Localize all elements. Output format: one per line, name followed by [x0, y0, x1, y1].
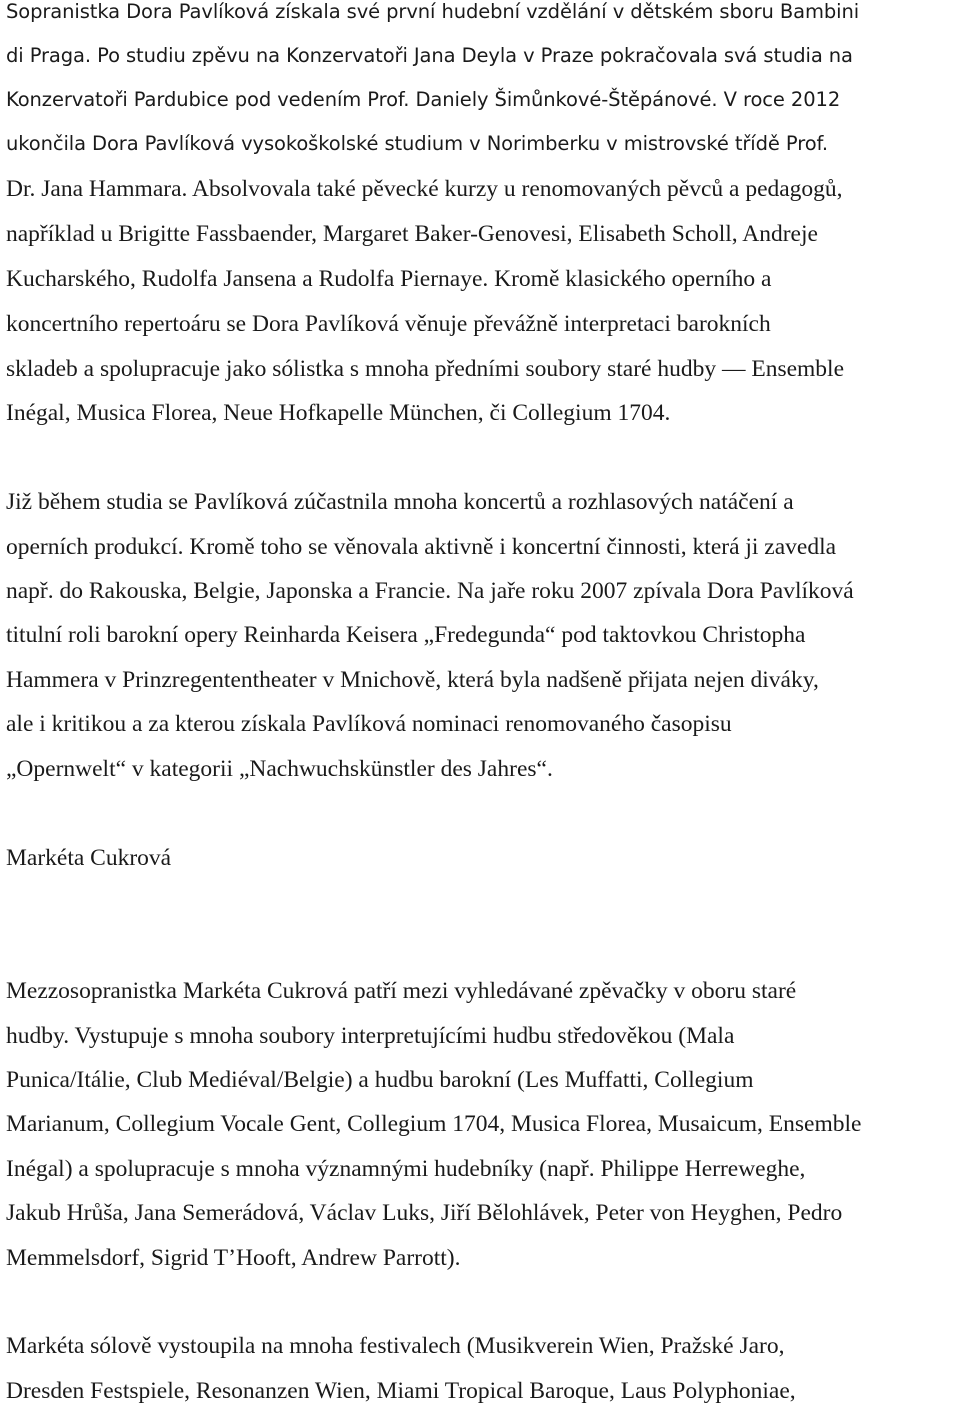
text-line: Memmelsdorf, Sigrid T’Hooft, Andrew Parrott). — [6, 1245, 461, 1271]
text-line: skladeb a spolupracuje jako sólistka s mnoha předními soubory staré hudby ― Ensemble — [6, 356, 845, 382]
text-line: Mezzosopranistka Markéta Cukrová patří mezi vyhledávané zpěvačky v oboru staré — [6, 978, 797, 1004]
text-line: Marianum, Collegium Vocale Gent, Collegium 1704, Musica Florea, Musaicum, Ensemble — [6, 1111, 862, 1137]
text-line: Punica/Itálie, Club Mediéval/Belgie) a hudbu barokní (Les Muffatti, Collegium — [6, 1067, 754, 1093]
text-line: „Opernwelt“ v kategorii „Nachwuchskünstler des Jahres“. — [6, 756, 553, 782]
text-line: Hammera v Prinzregententheater v Mnichově, která byla nadšeně přijata nejen diváky, — [6, 667, 819, 693]
text-line: hudby. Vystupuje s mnoha soubory interpretujícími hudbu středověkou (Mala — [6, 1023, 735, 1049]
text-line: Dr. Jana Hammara. Absolvovala také pěvecké kurzy u renomovaných pěvců a pedagogů, — [6, 176, 843, 202]
text-line: Sopranistka Dora Pavlíková získala své první hudební vzdělání v dětském sboru Bambini — [6, 0, 860, 23]
text-line: Inégal) a spolupracuje s mnoha významnými hudebníky (např. Philippe Herreweghe, — [6, 1156, 806, 1182]
text-line: koncertního repertoáru se Dora Pavlíková věnuje převážně interpretaci barokních — [6, 311, 771, 337]
text-line: např. do Rakouska, Belgie, Japonska a Francie. Na jaře roku 2007 zpívala Dora Pavlíková — [6, 578, 854, 604]
heading-text: Markéta Cukrová — [6, 845, 172, 871]
text-line: ale i kritikou a za kterou získala Pavlíková nominaci renomovaného časopisu — [6, 711, 732, 737]
text-line: Již během studia se Pavlíková zúčastnila mnoha koncertů a rozhlasových natáčení a — [6, 489, 794, 515]
text-line: Inégal, Musica Florea, Neue Hofkapelle München, či Collegium 1704. — [6, 400, 671, 426]
text-line: Jakub Hrůša, Jana Semerádová, Václav Luks, Jiří Bělohlávek, Peter von Heyghen, Pedro — [6, 1200, 843, 1226]
text-line: Konzervatoři Pardubice pod vedením Prof. Daniely Šimůnkové-Štěpánové. V roce 2012 — [6, 88, 841, 111]
text-line: Dresden Festspiele, Resonanzen Wien, Miami Tropical Baroque, Laus Polyphoniae, — [6, 1378, 796, 1404]
text-line: Markéta sólově vystoupila na mnoha festivalech (Musikverein Wien, Pražské Jaro, — [6, 1333, 785, 1359]
text-line: operních produkcí. Kromě toho se věnovala aktivně i koncertní činnosti, která ji zavedla — [6, 534, 837, 560]
text-line: Kucharského, Rudolfa Jansena a Rudolfa Piernaye. Kromě klasického operního a — [6, 266, 772, 292]
text-line: di Praga. Po studiu zpěvu na Konzervatoři Jana Deyla v Praze pokračovala svá studia na — [6, 44, 853, 67]
text-line: například u Brigitte Fassbaender, Margaret Baker-Genovesi, Elisabeth Scholl, Andreje — [6, 221, 818, 247]
text-line: titulní roli barokní opery Reinharda Keisera „Fredegunda“ pod taktovkou Christopha — [6, 622, 806, 648]
text-line: ukončila Dora Pavlíková vysokoškolské studium v Norimberku v mistrovské třídě Prof. — [6, 132, 828, 155]
